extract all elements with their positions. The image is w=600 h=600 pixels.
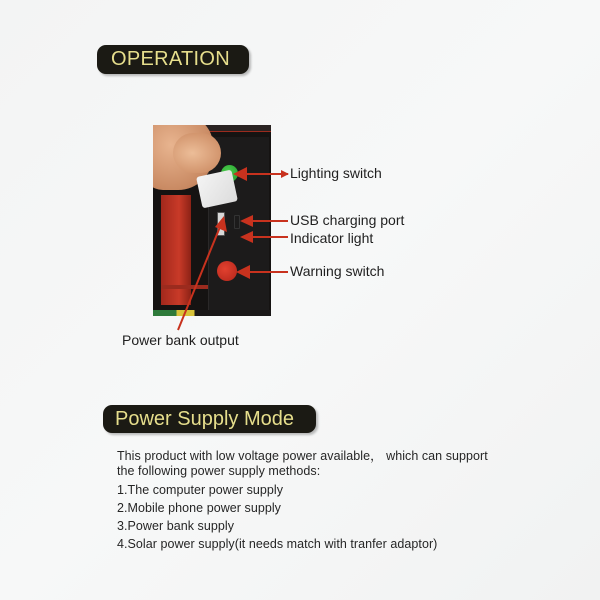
- list-item: 4.Solar power supply(it needs match with tranfer adaptor): [117, 537, 438, 551]
- power-supply-mode-heading: Power Supply Mode: [115, 407, 294, 430]
- indicator-light-icon: [234, 215, 240, 229]
- callout-usb-charging-port: USB charging port: [290, 212, 405, 228]
- warning-switch-button-icon: [217, 261, 237, 281]
- list-item: 3.Power bank supply: [117, 519, 234, 533]
- callout-power-bank-output: Power bank output: [122, 332, 239, 348]
- finger-image: [173, 133, 221, 173]
- intro-line-2: the following power supply methods:: [117, 464, 321, 478]
- device-bottom-strip: [153, 310, 271, 316]
- callout-warning-switch: Warning switch: [290, 263, 385, 279]
- usb-port-icon: [217, 212, 225, 236]
- device-photo: [153, 125, 271, 316]
- power-supply-mode-heading-badge: [103, 405, 316, 433]
- operation-heading-badge: [97, 45, 249, 74]
- intro-line-1: This product with low voltage power available， which can support: [117, 449, 488, 463]
- operation-heading: OPERATION: [111, 48, 231, 70]
- callout-indicator-light: Indicator light: [290, 230, 374, 246]
- list-item: 1.The computer power supply: [117, 483, 284, 497]
- callout-lighting-switch: Lighting switch: [290, 165, 382, 181]
- list-item: 2.Mobile phone power supply: [117, 501, 281, 515]
